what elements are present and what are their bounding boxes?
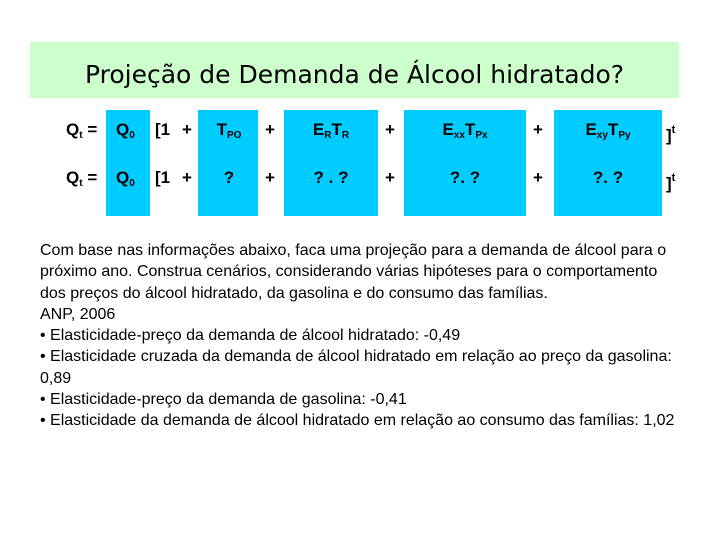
qt-term: $Q_t$ =: [66, 168, 98, 189]
unknown-tpo: ?: [223, 168, 235, 187]
unknown-exx: ?. ?: [449, 168, 481, 187]
unknown-ert: ? . ?: [313, 168, 349, 187]
bullet-item: • Elasticidade-preço da demanda de gasolina: -0,41: [40, 391, 407, 409]
qt-term: $Q_t$ =: [66, 120, 98, 141]
plus-sign: +: [385, 168, 395, 187]
slide-title: Projeção de Demanda de Álcool hidratado?: [84, 59, 625, 89]
intro-paragraph: Com base nas informações abaixo, faca uma projeção para a demanda de álcool para o próximo ano. Construa cenários, considerando várias hipóteses para o comportamento dos preços do álcool hidratado, da gasolina e do consumo das famílias.: [40, 242, 667, 302]
slide-title-box: [30, 42, 679, 98]
plus-sign: +: [265, 168, 275, 187]
bullet-item: • Elasticidade da demanda de álcool hidratado em relação ao consumo das famílias: 1,02: [40, 412, 675, 430]
bracket-open: [1: [155, 168, 171, 187]
exx-term: $E_{xx}T_{Px}$: [442, 120, 488, 141]
unknown-exy: ?. ?: [592, 168, 624, 187]
tpo-term: $T_{PO}$: [216, 120, 242, 141]
bracket-open: [1: [155, 120, 171, 139]
plus-sign: +: [182, 168, 192, 187]
ert-term: $E_RT_R$: [312, 120, 350, 141]
q0-term: $Q_0$: [116, 120, 135, 141]
q0-term: $Q_0$: [116, 168, 135, 189]
exy-term: $E_{xy}T_{Py}$: [585, 120, 631, 141]
plus-sign: +: [265, 120, 275, 139]
bracket-close: ]$^t$: [666, 172, 676, 193]
source-line: ANP, 2006: [40, 305, 116, 323]
plus-sign: +: [533, 120, 543, 139]
plus-sign: +: [385, 120, 395, 139]
plus-sign: +: [182, 120, 192, 139]
bullet-item: • Elasticidade cruzada da demanda de álcool hidratado em relação ao preço da gasolina: 0,89: [40, 348, 672, 387]
bullet-item: • Elasticidade-preço da demanda de álcool hidratado: -0,49: [40, 327, 461, 345]
plus-sign: +: [533, 168, 543, 187]
body-text: [40, 240, 680, 432]
bracket-close: ]$^t$: [666, 124, 676, 145]
